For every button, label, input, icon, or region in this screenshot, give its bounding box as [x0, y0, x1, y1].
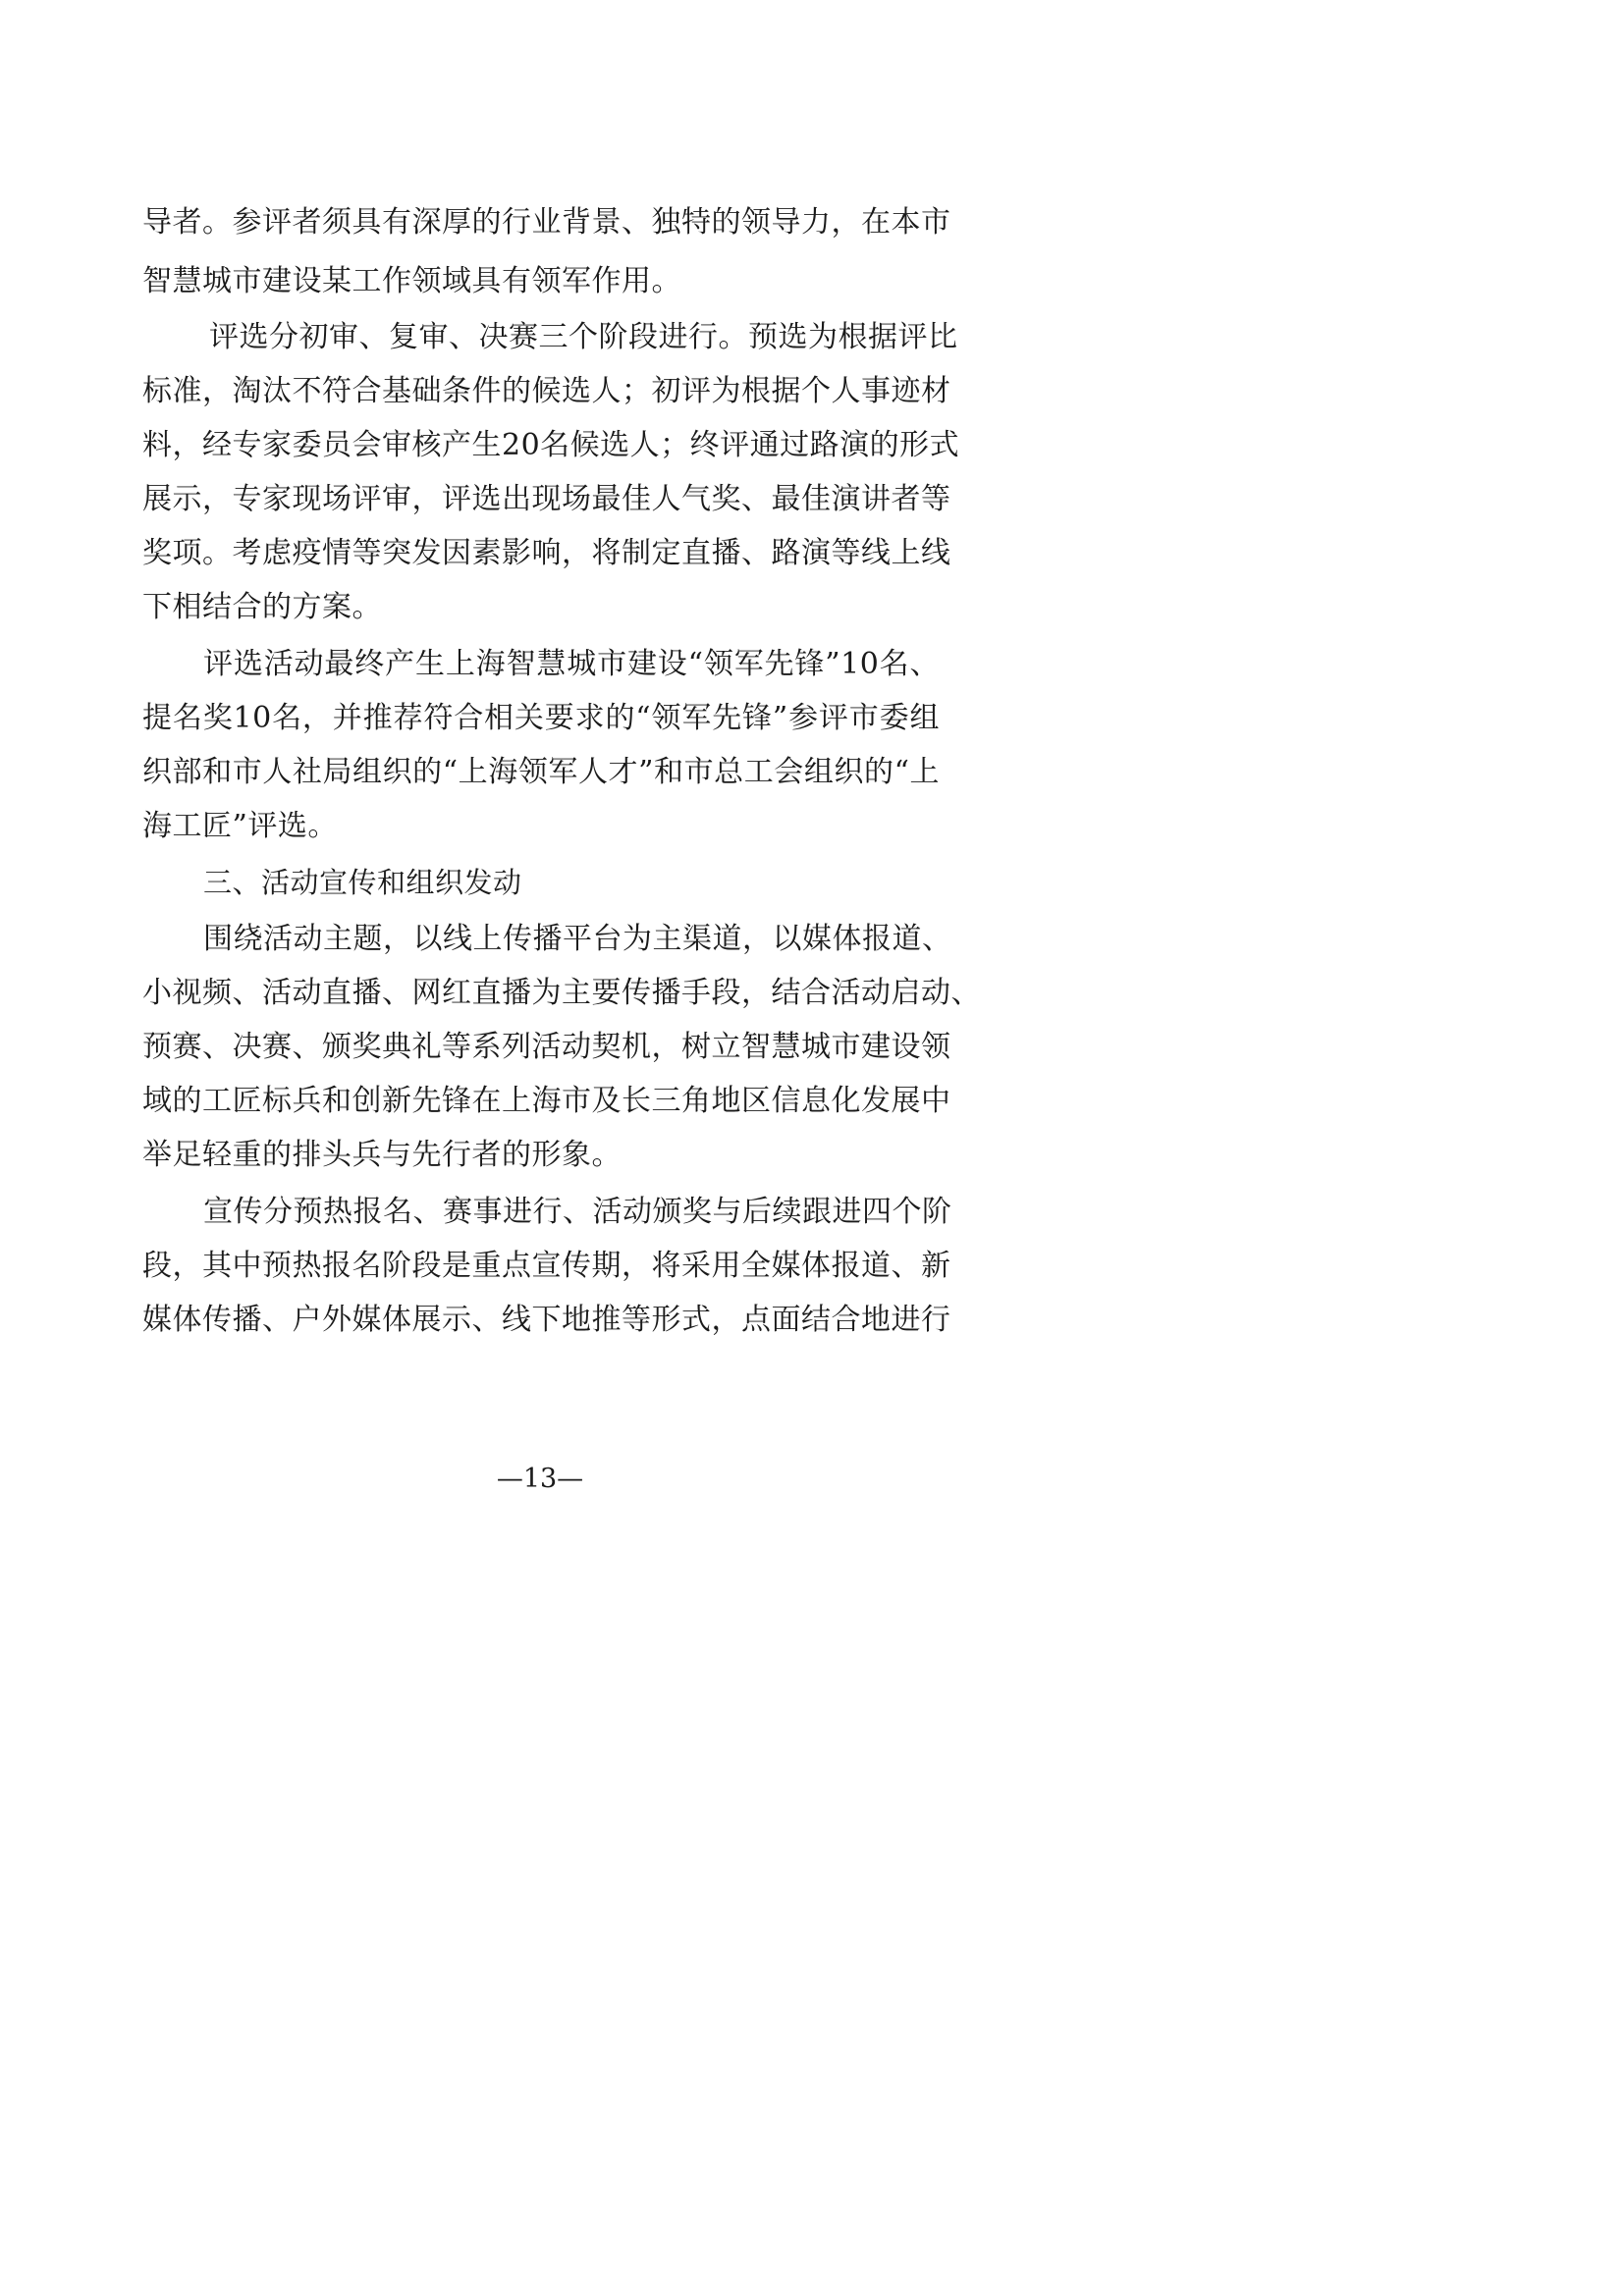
document-page [0, 0, 1080, 1526]
text-line: 海工匠”评选。 [142, 809, 338, 843]
text-line: 智慧城市建设某工作领域具有领军作用。 [142, 264, 681, 298]
text-line: 举足轻重的排头兵与先行者的形象。 [142, 1138, 622, 1172]
text-line: 预赛、决赛、颁奖典礼等系列活动契机，树立智慧城市建设领 [142, 1030, 951, 1064]
text-line: 标准，淘汰不符合基础条件的候选人；初评为根据个人事迹材 [142, 374, 951, 408]
text-line: 奖项。考虑疫情等突发因素影响，将制定直播、路演等线上线 [142, 536, 951, 570]
text-line: 提名奖10名，并推荐符合相关要求的“领军先锋”参评市委组 [142, 701, 940, 735]
text-line: 料，经专家委员会审核产生20名候选人；终评通过路演的形式 [142, 428, 960, 462]
text-line: 评选活动最终产生上海智慧城市建设“领军先锋”10名、 [203, 647, 940, 681]
text-line: 展示，专家现场评审，评选出现场最佳人气奖、最佳演讲者等 [142, 482, 951, 516]
text-line: 下相结合的方案。 [142, 590, 382, 624]
text-line: 小视频、活动直播、网红直播为主要传播手段，结合活动启动、 [142, 976, 981, 1010]
text-line: 段，其中预热报名阶段是重点宣传期，将采用全媒体报道、新 [142, 1249, 951, 1283]
text-line: 导者。参评者须具有深厚的行业背景、独特的领导力，在本市 [142, 205, 951, 240]
text-line: 媒体传播、户外媒体展示、线下地推等形式，点面结合地进行 [142, 1303, 951, 1337]
page-number: —13— [496, 1464, 584, 1494]
text-line: 围绕活动主题，以线上传播平台为主渠道，以媒体报道、 [203, 922, 952, 956]
section-heading: 三、活动宣传和组织发动 [203, 866, 522, 899]
text-line: 宣传分预热报名、赛事进行、活动颁奖与后续跟进四个阶 [203, 1195, 952, 1229]
text-line: 评选分初审、复审、决赛三个阶段进行。预选为根据评比 [209, 320, 958, 354]
text-line: 域的工匠标兵和创新先锋在上海市及长三角地区信息化发展中 [142, 1084, 951, 1118]
text-line: 织部和市人社局组织的“上海领军人才”和市总工会组织的“上 [142, 755, 940, 789]
